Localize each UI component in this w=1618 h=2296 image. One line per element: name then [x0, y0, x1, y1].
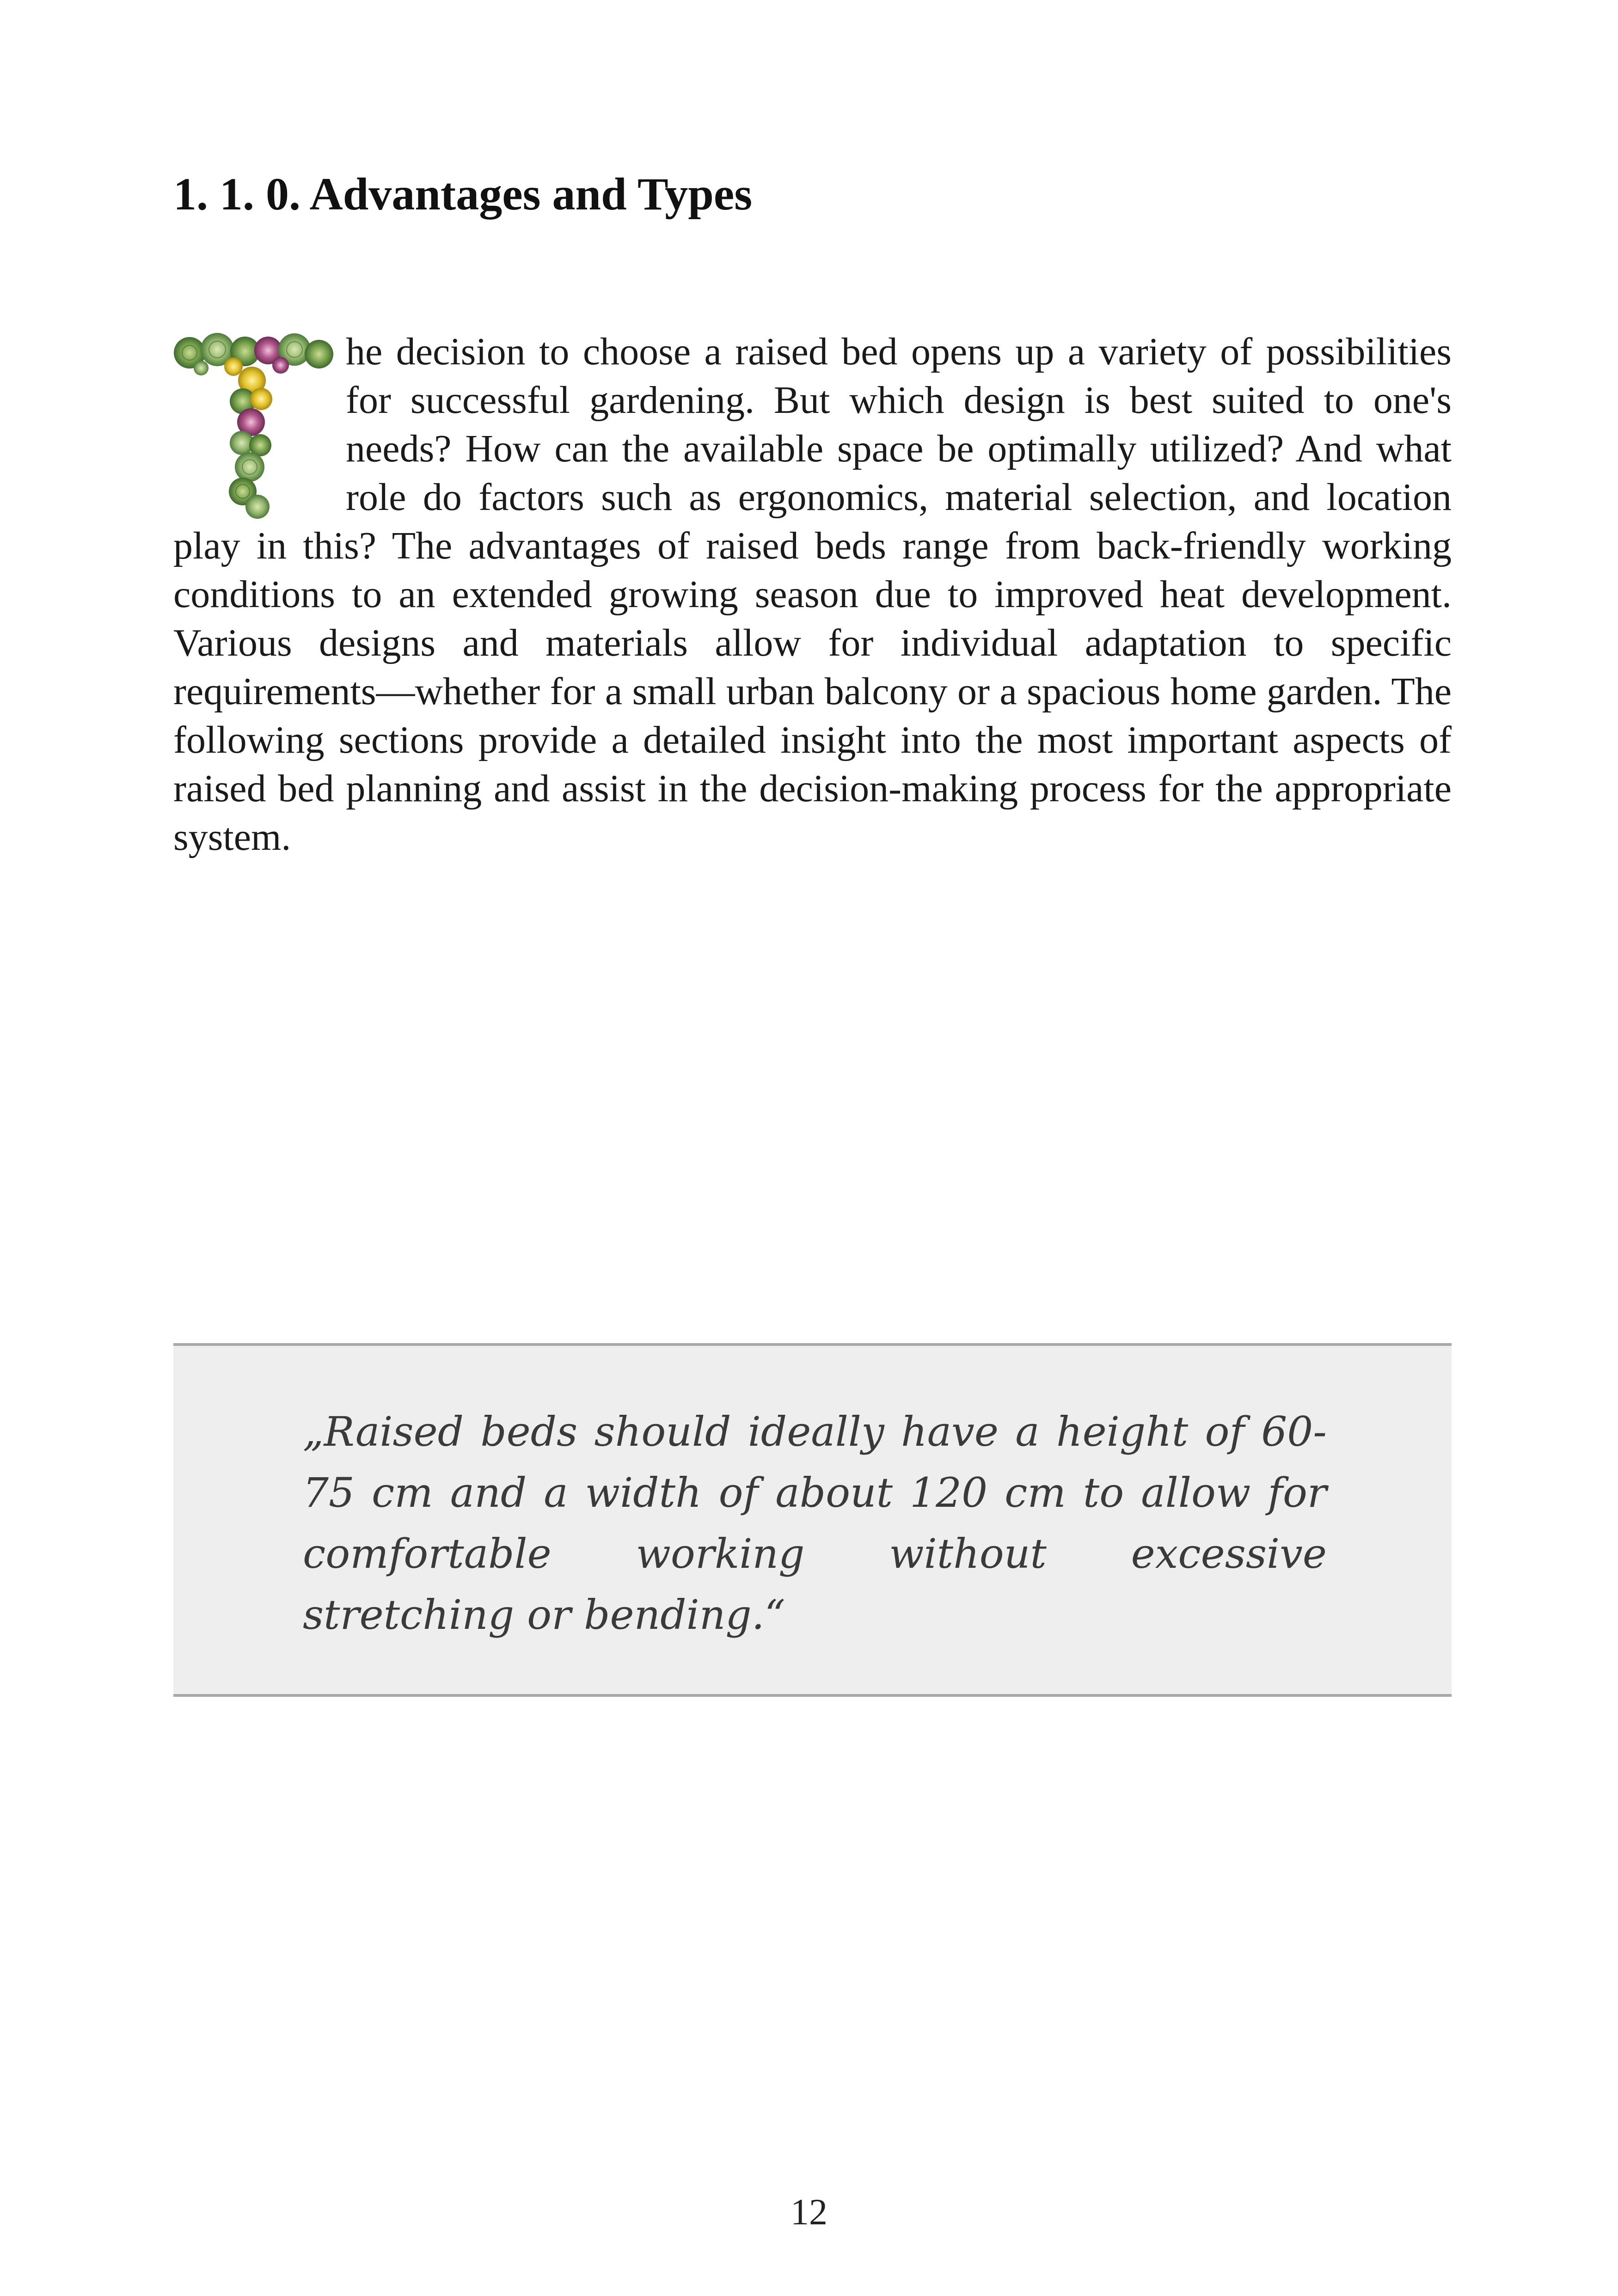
intro-paragraph — [173, 327, 1452, 861]
section-heading: 1. 1. 0. Advantages and Types — [173, 168, 753, 220]
succulent-letter-t-icon — [173, 332, 334, 522]
pull-quote-text: „Raised beds should ideally have a height of 60-75 cm and a width of about 120 cm to allow for comfortable working without excessive stretching or bending.“ — [303, 1408, 1327, 1639]
page-number: 12 — [791, 2192, 827, 2233]
pull-quote-box — [173, 1343, 1452, 1697]
intro-text: he decision to choose a raised bed opens up a variety of possibilities for successful gardening. But which design is best suited to one's needs? How can the available space be optimally utilized? And what role do factors such as ergonomics, material selection, and location play in this? The advantages of raised beds range from back-friendly working conditions to an extended growing season due to improved heat development. Various designs and materials allow for individual adaptation to specific requirements—whether for a small urban balcony or a spacious home garden. The following sections provide a detailed insight into the most important aspects of raised bed planning and assist in the decision-making process for the appropriate system. — [173, 330, 1452, 859]
